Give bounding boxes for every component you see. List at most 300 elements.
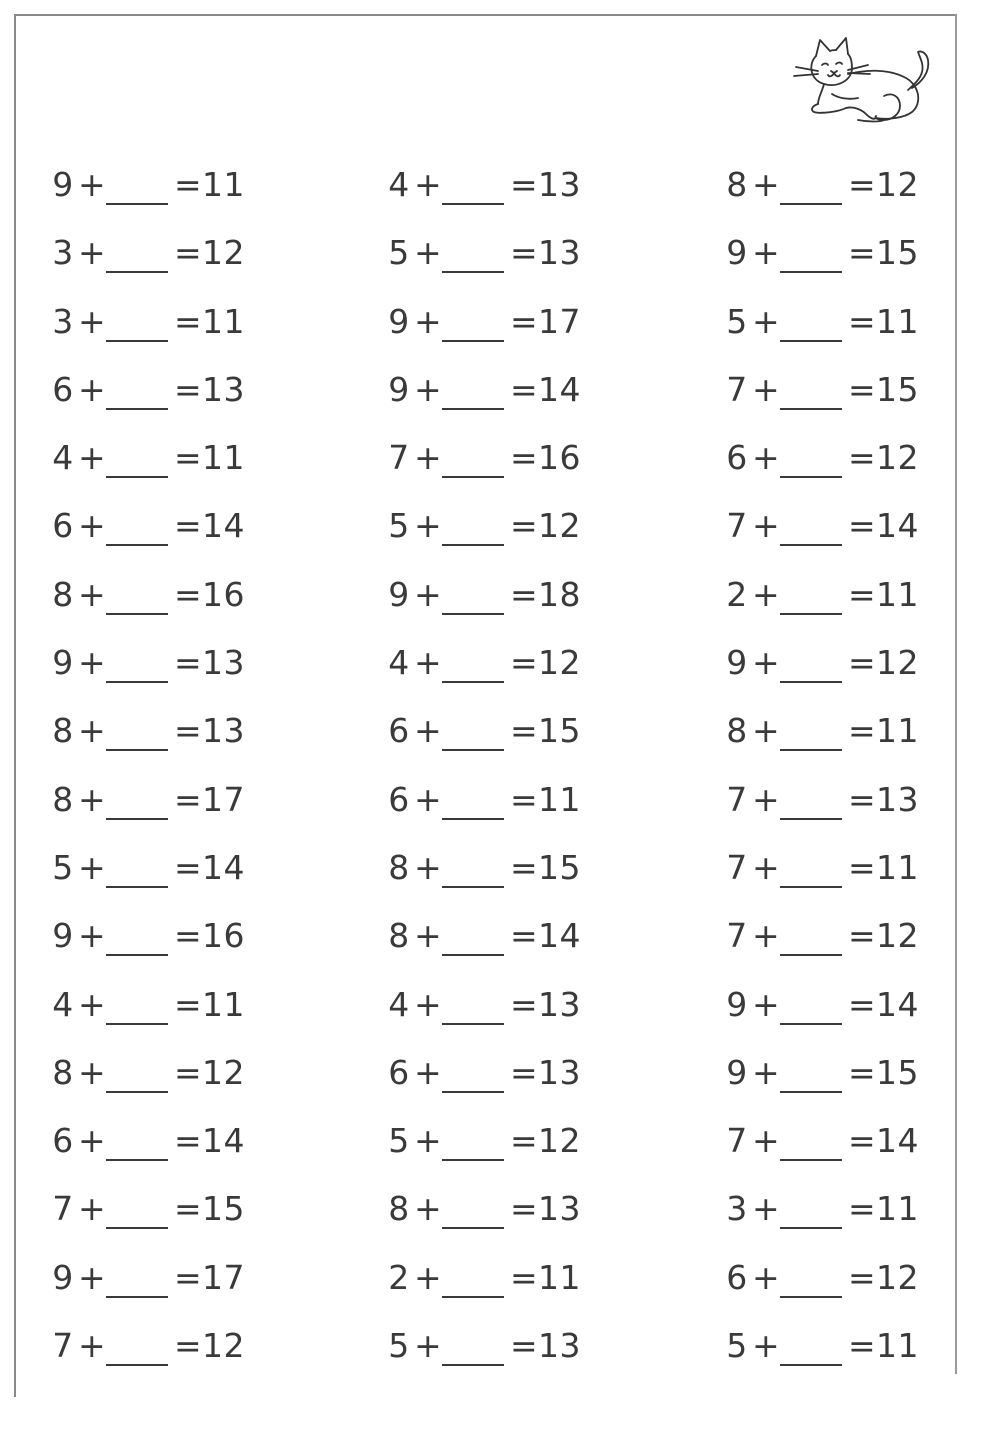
plus-sign: +	[78, 643, 107, 683]
sum: 12	[876, 643, 919, 683]
sum: 13	[538, 984, 581, 1024]
sum: 15	[876, 1052, 919, 1092]
addend: 7	[388, 438, 410, 478]
answer-blank[interactable]	[780, 340, 842, 342]
plus-sign: +	[414, 1121, 443, 1161]
sum: 12	[202, 1052, 245, 1092]
addend: 7	[726, 369, 748, 409]
plus-sign: +	[78, 847, 107, 887]
plus-sign: +	[752, 1326, 781, 1366]
equals-sign: =	[848, 165, 877, 204]
addition-problem	[724, 1039, 1000, 1107]
addend: 3	[726, 1189, 748, 1229]
sum: 11	[876, 301, 919, 341]
addend: 7	[52, 1189, 74, 1229]
equals-sign: =	[510, 506, 539, 546]
sum: 16	[202, 916, 245, 956]
answer-blank[interactable]	[106, 544, 168, 546]
answer-blank[interactable]	[780, 1023, 842, 1025]
equals-sign: =	[174, 984, 203, 1024]
addition-problem	[724, 1312, 1000, 1380]
sum: 11	[876, 1189, 919, 1229]
addend: 2	[388, 1257, 410, 1297]
sum: 11	[202, 165, 245, 204]
sum: 12	[202, 233, 245, 273]
plus-sign: +	[752, 643, 781, 683]
sum: 17	[202, 1257, 245, 1297]
problem-row	[0, 219, 1000, 287]
answer-blank[interactable]	[780, 1227, 842, 1229]
answer-blank[interactable]	[106, 1227, 168, 1229]
addition-problem	[724, 356, 1000, 424]
equals-sign: =	[174, 506, 203, 546]
equals-sign: =	[510, 369, 539, 409]
plus-sign: +	[78, 779, 107, 819]
plus-sign: +	[752, 916, 781, 956]
sum: 11	[876, 1326, 919, 1366]
sum: 13	[202, 643, 245, 683]
addend: 9	[388, 369, 410, 409]
answer-blank[interactable]	[106, 818, 168, 820]
answer-blank[interactable]	[106, 340, 168, 342]
equals-sign: =	[510, 779, 539, 819]
addend: 8	[388, 916, 410, 956]
addend: 7	[726, 779, 748, 819]
answer-blank[interactable]	[442, 340, 504, 342]
addend: 6	[726, 438, 748, 478]
problem-row	[0, 1312, 1000, 1380]
addend: 4	[52, 438, 74, 478]
plus-sign: +	[78, 711, 107, 751]
equals-sign: =	[174, 301, 203, 341]
equals-sign: =	[174, 1189, 203, 1229]
answer-blank[interactable]	[442, 203, 504, 205]
answer-blank[interactable]	[780, 476, 842, 478]
sum: 12	[538, 506, 581, 546]
addend: 9	[726, 1052, 748, 1092]
answer-blank[interactable]	[780, 1091, 842, 1093]
answer-blank[interactable]	[442, 408, 504, 410]
addend: 9	[52, 165, 74, 204]
addend: 8	[52, 1052, 74, 1092]
equals-sign: =	[510, 711, 539, 751]
sum: 14	[202, 506, 245, 546]
answer-blank[interactable]	[780, 203, 842, 205]
addend: 5	[388, 233, 410, 273]
plus-sign: +	[752, 506, 781, 546]
answer-blank[interactable]	[442, 544, 504, 546]
addition-problem	[386, 834, 686, 902]
answer-blank[interactable]	[780, 954, 842, 956]
equals-sign: =	[510, 574, 539, 614]
addend: 3	[52, 301, 74, 341]
problem-row	[0, 424, 1000, 492]
sum: 18	[538, 574, 581, 614]
sum: 12	[876, 165, 919, 204]
sum: 14	[202, 847, 245, 887]
addition-problem	[50, 834, 350, 902]
equals-sign: =	[848, 916, 877, 956]
equals-sign: =	[510, 233, 539, 273]
addend: 8	[52, 779, 74, 819]
answer-blank[interactable]	[780, 271, 842, 273]
problem-row	[0, 561, 1000, 629]
plus-sign: +	[78, 1121, 107, 1161]
equals-sign: =	[174, 165, 203, 204]
addition-problem	[724, 697, 1000, 765]
addition-problem	[724, 1107, 1000, 1175]
addition-problem	[50, 1175, 350, 1243]
sum: 14	[538, 369, 581, 409]
equals-sign: =	[848, 779, 877, 819]
addition-problem	[50, 219, 350, 287]
sum: 12	[876, 1257, 919, 1297]
problem-row	[0, 902, 1000, 970]
plus-sign: +	[78, 369, 107, 409]
equals-sign: =	[510, 438, 539, 478]
answer-blank[interactable]	[780, 749, 842, 751]
answer-blank[interactable]	[106, 271, 168, 273]
problem-grid	[0, 151, 1000, 1380]
answer-blank[interactable]	[106, 408, 168, 410]
addition-problem	[724, 151, 1000, 219]
answer-blank[interactable]	[106, 1091, 168, 1093]
sum: 12	[202, 1326, 245, 1366]
answer-blank[interactable]	[442, 476, 504, 478]
problem-row	[0, 356, 1000, 424]
equals-sign: =	[174, 1121, 203, 1161]
answer-blank[interactable]	[780, 1364, 842, 1366]
addition-problem	[386, 492, 686, 560]
plus-sign: +	[752, 1052, 781, 1092]
addend: 5	[726, 301, 748, 341]
sum: 13	[538, 1052, 581, 1092]
addend: 3	[52, 233, 74, 273]
plus-sign: +	[414, 1189, 443, 1229]
addend: 9	[52, 916, 74, 956]
plus-sign: +	[752, 779, 781, 819]
addend: 8	[726, 165, 748, 204]
equals-sign: =	[848, 301, 877, 341]
plus-sign: +	[752, 847, 781, 887]
plus-sign: +	[414, 369, 443, 409]
equals-sign: =	[510, 165, 539, 204]
sum: 17	[538, 301, 581, 341]
cat-icon	[788, 34, 940, 129]
sum: 15	[538, 847, 581, 887]
answer-blank[interactable]	[780, 1296, 842, 1298]
equals-sign: =	[174, 847, 203, 887]
addition-problem	[50, 492, 350, 560]
answer-blank[interactable]	[442, 1159, 504, 1161]
equals-sign: =	[510, 1189, 539, 1229]
plus-sign: +	[752, 438, 781, 478]
plus-sign: +	[78, 1257, 107, 1297]
addend: 5	[52, 847, 74, 887]
addition-problem	[50, 561, 350, 629]
sum: 13	[538, 1189, 581, 1229]
equals-sign: =	[510, 1121, 539, 1161]
equals-sign: =	[848, 369, 877, 409]
equals-sign: =	[848, 711, 877, 751]
addition-problem	[386, 1312, 686, 1380]
sum: 14	[876, 984, 919, 1024]
problem-row	[0, 1039, 1000, 1107]
plus-sign: +	[414, 916, 443, 956]
equals-sign: =	[174, 1326, 203, 1366]
sum: 15	[202, 1189, 245, 1229]
addition-problem	[724, 288, 1000, 356]
addition-problem	[724, 766, 1000, 834]
equals-sign: =	[510, 1257, 539, 1297]
sum: 13	[202, 369, 245, 409]
sum: 15	[876, 233, 919, 273]
plus-sign: +	[78, 916, 107, 956]
sum: 11	[202, 438, 245, 478]
addend: 8	[52, 711, 74, 751]
addend: 6	[52, 369, 74, 409]
plus-sign: +	[78, 233, 107, 273]
addition-problem	[386, 561, 686, 629]
addition-problem	[724, 1175, 1000, 1243]
addition-problem	[50, 902, 350, 970]
plus-sign: +	[78, 1052, 107, 1092]
addition-problem	[386, 219, 686, 287]
plus-sign: +	[414, 984, 443, 1024]
sum: 11	[538, 779, 581, 819]
answer-blank[interactable]	[106, 1159, 168, 1161]
addend: 5	[726, 1326, 748, 1366]
addend: 8	[726, 711, 748, 751]
problem-row	[0, 766, 1000, 834]
addition-problem	[50, 356, 350, 424]
plus-sign: +	[414, 1326, 443, 1366]
addend: 6	[388, 779, 410, 819]
answer-blank[interactable]	[106, 1364, 168, 1366]
addition-problem	[50, 288, 350, 356]
addend: 9	[726, 984, 748, 1024]
equals-sign: =	[174, 916, 203, 956]
equals-sign: =	[848, 1257, 877, 1297]
addend: 6	[726, 1257, 748, 1297]
answer-blank[interactable]	[106, 681, 168, 683]
plus-sign: +	[78, 438, 107, 478]
plus-sign: +	[78, 301, 107, 341]
sum: 16	[538, 438, 581, 478]
sum: 13	[538, 233, 581, 273]
addend: 4	[388, 643, 410, 683]
addend: 7	[726, 1121, 748, 1161]
plus-sign: +	[414, 1257, 443, 1297]
answer-blank[interactable]	[442, 1364, 504, 1366]
problem-row	[0, 971, 1000, 1039]
equals-sign: =	[848, 643, 877, 683]
answer-blank[interactable]	[106, 1296, 168, 1298]
plus-sign: +	[752, 711, 781, 751]
equals-sign: =	[510, 643, 539, 683]
plus-sign: +	[78, 574, 107, 614]
sum: 12	[876, 438, 919, 478]
sum: 16	[202, 574, 245, 614]
equals-sign: =	[848, 1189, 877, 1229]
addition-problem	[386, 902, 686, 970]
answer-blank[interactable]	[442, 1023, 504, 1025]
addition-problem	[386, 424, 686, 492]
addend: 9	[388, 301, 410, 341]
addition-problem	[50, 971, 350, 1039]
addend: 7	[726, 506, 748, 546]
problem-row	[0, 1107, 1000, 1175]
plus-sign: +	[78, 165, 107, 204]
answer-blank[interactable]	[106, 203, 168, 205]
equals-sign: =	[174, 1052, 203, 1092]
equals-sign: =	[848, 574, 877, 614]
answer-blank[interactable]	[442, 954, 504, 956]
problem-row	[0, 629, 1000, 697]
addend: 9	[388, 574, 410, 614]
addend: 4	[388, 165, 410, 204]
problem-row	[0, 834, 1000, 902]
addend: 9	[726, 643, 748, 683]
problem-row	[0, 288, 1000, 356]
sum: 11	[202, 984, 245, 1024]
sum: 12	[876, 916, 919, 956]
answer-blank[interactable]	[780, 886, 842, 888]
equals-sign: =	[848, 1326, 877, 1366]
addition-problem	[724, 561, 1000, 629]
addend: 5	[388, 506, 410, 546]
equals-sign: =	[848, 984, 877, 1024]
addend: 6	[388, 711, 410, 751]
equals-sign: =	[510, 1326, 539, 1366]
plus-sign: +	[414, 1052, 443, 1092]
sum: 14	[202, 1121, 245, 1161]
equals-sign: =	[174, 233, 203, 273]
answer-blank[interactable]	[442, 271, 504, 273]
addend: 2	[726, 574, 748, 614]
addend: 6	[52, 1121, 74, 1161]
plus-sign: +	[752, 165, 781, 204]
addend: 4	[52, 984, 74, 1024]
answer-blank[interactable]	[442, 886, 504, 888]
addition-problem	[724, 629, 1000, 697]
equals-sign: =	[848, 1121, 877, 1161]
plus-sign: +	[752, 984, 781, 1024]
addition-problem	[724, 1244, 1000, 1312]
answer-blank[interactable]	[106, 1023, 168, 1025]
answer-blank[interactable]	[780, 544, 842, 546]
answer-blank[interactable]	[106, 886, 168, 888]
equals-sign: =	[174, 574, 203, 614]
addition-problem	[724, 424, 1000, 492]
answer-blank[interactable]	[442, 681, 504, 683]
sum: 15	[538, 711, 581, 751]
plus-sign: +	[752, 1189, 781, 1229]
addend: 9	[52, 1257, 74, 1297]
addition-problem	[386, 1244, 686, 1312]
sum: 12	[538, 643, 581, 683]
addend: 7	[52, 1326, 74, 1366]
answer-blank[interactable]	[442, 1091, 504, 1093]
equals-sign: =	[174, 369, 203, 409]
sum: 13	[876, 779, 919, 819]
answer-blank[interactable]	[442, 1227, 504, 1229]
addend: 9	[52, 643, 74, 683]
plus-sign: +	[78, 1326, 107, 1366]
plus-sign: +	[414, 779, 443, 819]
addition-problem	[386, 697, 686, 765]
equals-sign: =	[848, 438, 877, 478]
answer-blank[interactable]	[442, 818, 504, 820]
plus-sign: +	[752, 574, 781, 614]
equals-sign: =	[174, 1257, 203, 1297]
answer-blank[interactable]	[780, 681, 842, 683]
plus-sign: +	[414, 165, 443, 204]
answer-blank[interactable]	[106, 954, 168, 956]
answer-blank[interactable]	[780, 818, 842, 820]
sum: 11	[876, 847, 919, 887]
sum: 14	[538, 916, 581, 956]
answer-blank[interactable]	[442, 613, 504, 615]
plus-sign: +	[78, 984, 107, 1024]
problem-row	[0, 697, 1000, 765]
answer-blank[interactable]	[442, 1296, 504, 1298]
answer-blank[interactable]	[780, 613, 842, 615]
addition-problem	[50, 1244, 350, 1312]
sum: 11	[876, 574, 919, 614]
addend: 9	[726, 233, 748, 273]
sum: 11	[876, 711, 919, 751]
plus-sign: +	[752, 301, 781, 341]
answer-blank[interactable]	[780, 1159, 842, 1161]
addition-problem	[386, 1175, 686, 1243]
problem-row	[0, 1175, 1000, 1243]
addition-problem	[386, 1039, 686, 1107]
equals-sign: =	[174, 438, 203, 478]
sum: 14	[876, 506, 919, 546]
addend: 8	[52, 574, 74, 614]
plus-sign: +	[752, 1121, 781, 1161]
equals-sign: =	[510, 916, 539, 956]
sum: 11	[202, 301, 245, 341]
addition-problem	[50, 424, 350, 492]
equals-sign: =	[174, 711, 203, 751]
problem-row	[0, 492, 1000, 560]
addend: 7	[726, 916, 748, 956]
addend: 8	[388, 1189, 410, 1229]
problem-row	[0, 1244, 1000, 1312]
addition-problem	[50, 697, 350, 765]
addition-problem	[724, 219, 1000, 287]
addition-problem	[386, 356, 686, 424]
plus-sign: +	[414, 301, 443, 341]
answer-blank[interactable]	[780, 408, 842, 410]
addition-problem	[724, 834, 1000, 902]
addition-problem	[50, 1039, 350, 1107]
answer-blank[interactable]	[106, 613, 168, 615]
equals-sign: =	[510, 984, 539, 1024]
plus-sign: +	[78, 506, 107, 546]
addition-problem	[724, 902, 1000, 970]
addend: 5	[388, 1326, 410, 1366]
equals-sign: =	[510, 847, 539, 887]
plus-sign: +	[414, 643, 443, 683]
answer-blank[interactable]	[106, 476, 168, 478]
addition-problem	[386, 971, 686, 1039]
addend: 8	[388, 847, 410, 887]
answer-blank[interactable]	[106, 749, 168, 751]
answer-blank[interactable]	[442, 749, 504, 751]
